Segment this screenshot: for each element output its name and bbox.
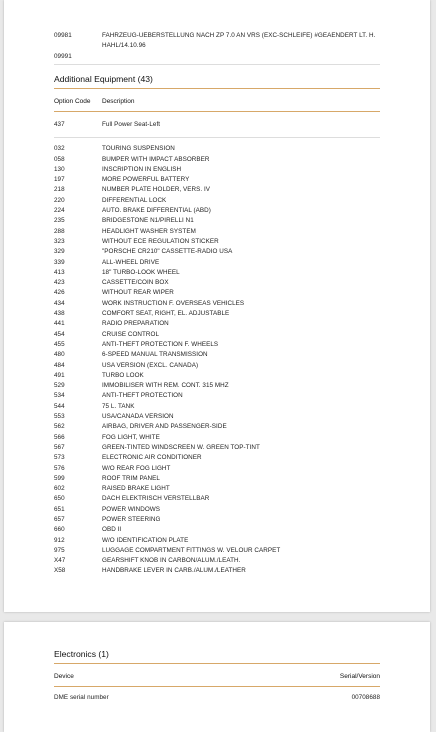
option-code: 058 bbox=[54, 155, 65, 163]
option-description: CRUISE CONTROL bbox=[102, 330, 160, 338]
option-description: CASSETTE/COIN BOX bbox=[102, 279, 169, 287]
option-description: LUGGAGE COMPARTMENT FITTINGS W. VELOUR CARPET bbox=[102, 546, 281, 554]
table-row bbox=[54, 433, 380, 443]
option-code: 455 bbox=[54, 340, 65, 348]
table-row bbox=[54, 484, 380, 494]
table-row bbox=[54, 268, 380, 278]
col-serial-header: Serial/Version bbox=[339, 673, 380, 680]
option-description: TOURING SUSPENSION bbox=[102, 145, 175, 153]
table-row bbox=[54, 494, 380, 504]
option-code: 224 bbox=[54, 207, 65, 215]
option-code: 912 bbox=[54, 536, 65, 544]
table-row bbox=[54, 340, 380, 350]
table-row bbox=[54, 391, 380, 401]
option-description: NUMBER PLATE HOLDER, VERS. IV bbox=[102, 186, 211, 194]
table-row bbox=[54, 330, 380, 340]
table-row bbox=[54, 464, 380, 474]
option-code: 553 bbox=[54, 413, 65, 421]
section-title-rule bbox=[54, 663, 380, 664]
table-row bbox=[54, 474, 380, 484]
table-row bbox=[54, 412, 380, 422]
option-description: W/O IDENTIFICATION PLATE bbox=[102, 536, 189, 544]
option-description: W/O REAR FOG LIGHT bbox=[102, 464, 171, 472]
header-rule bbox=[54, 111, 380, 112]
table-row bbox=[54, 155, 380, 165]
option-code: 438 bbox=[54, 310, 65, 318]
table-row bbox=[54, 196, 380, 206]
option-description: 18" TURBO-LOOK WHEEL bbox=[102, 268, 180, 276]
col-description-header: Description bbox=[102, 98, 135, 105]
option-description: Full Power Seat-Left bbox=[102, 121, 161, 128]
option-description: ALL-WHEEL DRIVE bbox=[102, 258, 160, 266]
option-description: ELECTRONIC AIR CONDITIONER bbox=[102, 454, 202, 462]
additional-equipment-section bbox=[54, 73, 380, 577]
option-code: 413 bbox=[54, 268, 65, 276]
option-code: 454 bbox=[54, 330, 65, 338]
table-row bbox=[54, 309, 380, 319]
option-description: BRIDGESTONE N1/PIRELLI N1 bbox=[102, 217, 194, 225]
header-rule bbox=[54, 686, 380, 687]
table-row bbox=[54, 443, 380, 453]
option-description: HEADLIGHT WASHER SYSTEM bbox=[102, 227, 196, 235]
document-page-2 bbox=[4, 622, 430, 732]
row-divider bbox=[54, 137, 380, 138]
option-description: COMFORT SEAT, RIGHT, EL. ADJUSTABLE bbox=[102, 310, 230, 318]
table-row bbox=[54, 422, 380, 432]
table-row bbox=[54, 515, 380, 525]
table-header bbox=[54, 97, 380, 107]
option-code: 599 bbox=[54, 474, 65, 482]
table-row bbox=[54, 566, 380, 576]
option-description: "PORSCHE CR210" CASSETTE-RADIO USA bbox=[102, 248, 233, 256]
table-row bbox=[54, 237, 380, 247]
col-device-header: Device bbox=[54, 673, 74, 680]
option-description: POWER WINDOWS bbox=[102, 505, 161, 513]
option-description: WITHOUT REAR WIPER bbox=[102, 289, 174, 297]
document-page-1 bbox=[4, 0, 430, 612]
option-code: 566 bbox=[54, 433, 65, 441]
option-code: 975 bbox=[54, 546, 65, 554]
option-code: 434 bbox=[54, 299, 65, 307]
table-row bbox=[54, 247, 380, 257]
option-description: POWER STEERING bbox=[102, 515, 161, 523]
device-name: DME serial number bbox=[54, 694, 109, 701]
option-code: 480 bbox=[54, 351, 65, 359]
option-description: USA VERSION (EXCL. CANADA) bbox=[102, 361, 199, 369]
option-description: HANDBRAKE LEVER IN CARB./ALUM./LEATHER bbox=[102, 567, 246, 575]
option-code: 339 bbox=[54, 258, 65, 266]
table-row bbox=[54, 361, 380, 371]
section-divider-top bbox=[54, 64, 380, 65]
option-description: ANTI-THEFT PROTECTION F. WHEELS bbox=[102, 340, 219, 348]
table-row bbox=[54, 175, 380, 185]
option-code: 218 bbox=[54, 186, 65, 194]
option-description: RAISED BRAKE LIGHT bbox=[102, 485, 170, 493]
option-code: 602 bbox=[54, 485, 65, 493]
table-row bbox=[54, 381, 380, 391]
table-row bbox=[54, 299, 380, 309]
table-row bbox=[54, 216, 380, 226]
option-description: TURBO LOOK bbox=[102, 371, 144, 379]
table-row bbox=[54, 258, 380, 268]
table-row bbox=[54, 185, 380, 195]
option-description: 6-SPEED MANUAL TRANSMISSION bbox=[102, 351, 208, 359]
option-code: 567 bbox=[54, 443, 65, 451]
option-description: AUTO. BRAKE DIFFERENTIAL (ABD) bbox=[102, 207, 211, 215]
option-code: 09991 bbox=[54, 52, 72, 60]
option-description: FAHRZEUG-UEBERSTELLUNG NACH ZP 7.0 AN VRS (EXC-SCHLEIFE) #GEAENDERT LT. H. HAHL/14.10.96 bbox=[102, 32, 376, 50]
option-code: 423 bbox=[54, 279, 65, 287]
table-row bbox=[54, 144, 380, 154]
option-code: 657 bbox=[54, 515, 65, 523]
table-row bbox=[54, 319, 380, 329]
table-row bbox=[54, 453, 380, 463]
option-description: 75 L. TANK bbox=[102, 402, 135, 410]
option-code: 534 bbox=[54, 392, 65, 400]
option-code: 329 bbox=[54, 248, 65, 256]
option-code: 288 bbox=[54, 227, 65, 235]
option-code: 529 bbox=[54, 382, 65, 390]
section-title: Additional Equipment (43) bbox=[54, 74, 153, 84]
option-code: 491 bbox=[54, 371, 65, 379]
divider bbox=[54, 64, 380, 65]
option-description: OBD II bbox=[102, 526, 122, 534]
top-rows bbox=[54, 31, 380, 62]
option-code: 032 bbox=[54, 145, 65, 153]
option-code: 484 bbox=[54, 361, 65, 369]
table-row bbox=[54, 278, 380, 288]
table-row-first bbox=[54, 120, 380, 130]
option-description: ROOF TRIM PANEL bbox=[102, 474, 160, 482]
option-description: DACH ELEKTRISCH VERSTELLBAR bbox=[102, 495, 210, 503]
option-code: 650 bbox=[54, 495, 65, 503]
option-code: 323 bbox=[54, 237, 65, 245]
table-row bbox=[54, 556, 380, 566]
option-description: AIRBAG, DRIVER AND PASSENGER-SIDE bbox=[102, 423, 227, 431]
option-code: X47 bbox=[54, 557, 66, 565]
table-row bbox=[54, 505, 380, 515]
option-description: WORK INSTRUCTION F. OVERSEAS VEHICLES bbox=[102, 299, 245, 307]
option-description: ANTI-THEFT PROTECTION bbox=[102, 392, 183, 400]
option-description: GREEN-TINTED WINDSCREEN W. GREEN TOP-TINT bbox=[102, 443, 260, 451]
table-row bbox=[54, 546, 380, 556]
section-title: Electronics (1) bbox=[54, 649, 109, 659]
section-title-rule bbox=[54, 88, 380, 89]
table-row bbox=[54, 288, 380, 298]
table-row bbox=[54, 536, 380, 546]
table-row bbox=[54, 165, 380, 175]
table-header bbox=[54, 672, 380, 682]
option-code: 651 bbox=[54, 505, 65, 513]
option-code: X58 bbox=[54, 567, 66, 575]
option-description: INSCRIPTION IN ENGLISH bbox=[102, 165, 182, 173]
option-code: 09981 bbox=[54, 32, 72, 39]
option-code: 130 bbox=[54, 165, 65, 173]
table-row bbox=[54, 206, 380, 216]
col-option-code-header: Option Code bbox=[54, 98, 91, 105]
electronics-section bbox=[54, 648, 380, 703]
option-code: 576 bbox=[54, 464, 65, 472]
option-description: MORE POWERFUL BATTERY bbox=[102, 176, 190, 184]
option-description: GEARSHIFT KNOB IN CARBON/ALUM./LEATH. bbox=[102, 557, 241, 565]
option-code: 544 bbox=[54, 402, 65, 410]
option-description bbox=[102, 52, 380, 62]
option-description: FOG LIGHT, WHITE bbox=[102, 433, 160, 441]
option-list bbox=[54, 144, 380, 576]
option-description: WITHOUT ECE REGULATION STICKER bbox=[102, 237, 219, 245]
option-description: IMMOBILISER WITH REM. CONT. 315 MHZ bbox=[102, 382, 229, 390]
option-description: BUMPER WITH IMPACT ABSORBER bbox=[102, 155, 210, 163]
option-code: 441 bbox=[54, 320, 65, 328]
table-row bbox=[54, 350, 380, 360]
option-code: 660 bbox=[54, 526, 65, 534]
serial-version: 00708688 bbox=[351, 694, 380, 701]
table-row bbox=[54, 227, 380, 237]
option-description: USA/CANADA VERSION bbox=[102, 413, 174, 421]
top-row-09981 bbox=[54, 31, 380, 52]
top-row-09991 bbox=[54, 52, 380, 62]
option-code: 562 bbox=[54, 423, 65, 431]
option-code: 437 bbox=[54, 121, 65, 128]
option-description: RADIO PREPARATION bbox=[102, 320, 169, 328]
option-code: 573 bbox=[54, 454, 65, 462]
option-description: DIFFERENTIAL LOCK bbox=[102, 196, 167, 204]
table-row bbox=[54, 525, 380, 535]
option-code: 197 bbox=[54, 176, 65, 184]
option-code: 426 bbox=[54, 289, 65, 297]
table-row bbox=[54, 693, 380, 703]
option-code: 220 bbox=[54, 196, 65, 204]
table-row bbox=[54, 371, 380, 381]
option-code: 235 bbox=[54, 217, 65, 225]
table-row bbox=[54, 402, 380, 412]
